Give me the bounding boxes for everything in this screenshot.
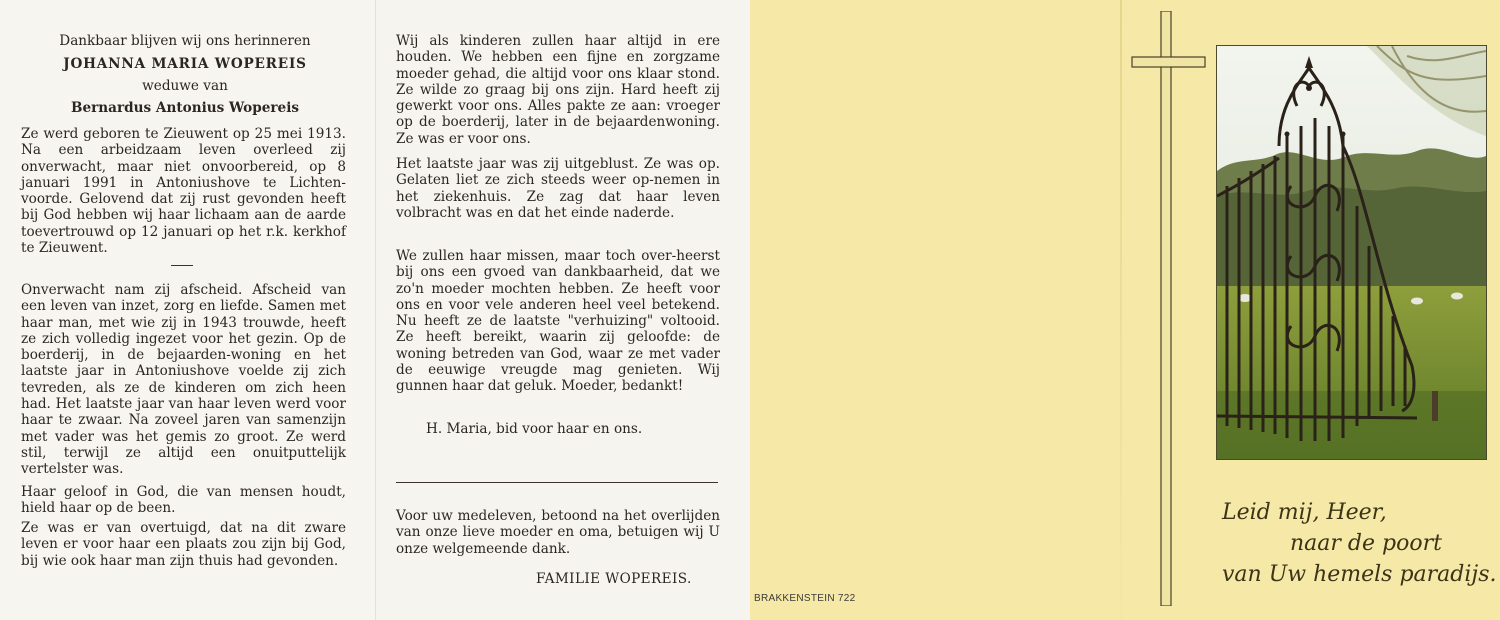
thanks-paragraph: Voor uw medeleven, betoond na het overlijden van onze lieve moeder en oma, betuigen wij U onze welgemeende dank. [396, 508, 720, 557]
separator-line [171, 265, 193, 266]
deceased-name: JOHANNA MARIA WOPEREIS [63, 56, 307, 72]
prayer-line: H. Maria, bid voor haar en ons. [426, 421, 643, 437]
separator-line-2 [396, 482, 718, 483]
children-paragraph-2: Het laatste jaar was zij uitgeblust. Ze was op. Gelaten liet ze zich steeds weer op-nemen in het ziekenhuis. Ze zag dat haar leven volbracht was en dat het einde naderde. [396, 156, 720, 221]
verse-line-1: Leid mij, Heer, [1222, 500, 1387, 525]
intro-line: Dankbaar blijven wij ons herinneren [59, 33, 311, 49]
children-paragraph-1: Wij als kinderen zullen haar altijd in ere houden. We hebben een fijne en zorgzame moeder gehad, die altijd voor ons klaar stond. Ze wilde zo graag bij ons zijn. Hard heeft zij gewerkt voor ons. Alles pakte ze aan: vroeger op de boerderij, later in de bejaardenwoning. Ze was er voor ons. [396, 33, 720, 147]
family-signature: FAMILIE WOPEREIS. [536, 571, 692, 587]
children-paragraph-3: We zullen haar missen, maar toch over-heerst bij ons een gvoed van dankbaarheid, dat we zo'n moeder mochten hebben. Ze heeft voor ons en voor vele anderen heel veel betekend. Nu heeft ze de laatste "verhuizing" voltooid. Ze heeft bereikt, waarin zij geloofde: de woning betreden van God, waar ze met vader de eeuwige vreugde mag genieten. Wij gunnen haar dat geluk. Moeder, bedankt! [396, 248, 720, 395]
fold-line [1120, 0, 1122, 620]
biography-paragraph-2: Onverwacht nam zij afscheid. Afscheid van een leven van inzet, zorg en liefde. Samen met haar man, met wie zij in 1943 trouwde, heeft ze zich volledig ingezet voor het gezin. Op de boerderij, in de bejaarden-woning en het laatste jaar in Antoniushove voelde zij zich tevreden, als ze de kinderen om zich heen had. Het laatste jaar van haar leven werd voor haar te zwaar. Na zoveel jaren van samenzijn met vader was het gemis zo groot. Ze werd stil, terwijl ze altijd een onuitputtelijk vertelster was. [21, 282, 346, 478]
biography-paragraph-1: Ze werd geboren te Zieuwent op 25 mei 1913. Na een arbeidzaam leven overleed zij onverwacht, maar niet onvoorbereid, op 8 januari 1991 in Antoniushove te Lichten-voorde. Gelovend dat zij rust gevonden heeft bij God hebben wij haar lichaam aan de aarde toevertrouwd op 12 januari op het r.k. kerkhof te Zieuwent. [21, 126, 346, 257]
printer-code: BRAKKENSTEIN 722 [754, 593, 856, 604]
husband-name: Bernardus Antonius Wopereis [70, 100, 300, 116]
cross-icon [1131, 11, 1206, 606]
verse-line-2: naar de poort [1290, 531, 1442, 556]
verse-line-3: van Uw hemels paradijs. [1222, 562, 1497, 587]
inner-page-left [0, 0, 375, 620]
biography-paragraph-4: Ze was er van overtuigd, dat na dit zware leven er voor haar een plaats zou zijn bij God, bij wie ook haar man zijn thuis had gevonden. [21, 520, 346, 569]
widow-of-line: weduwe van [142, 78, 228, 94]
back-cover [750, 0, 1120, 620]
biography-paragraph-3: Haar geloof in God, die van mensen houdt, hield haar op de been. [21, 484, 346, 517]
gate-photo [1216, 45, 1487, 460]
